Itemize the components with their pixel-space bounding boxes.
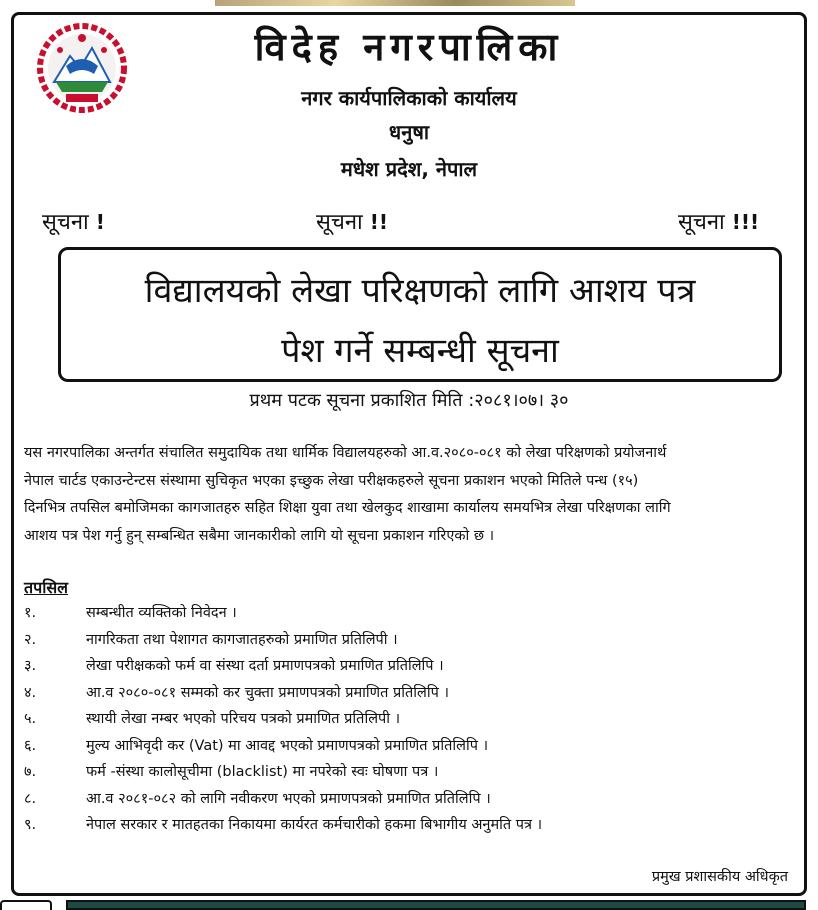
list-item [24,733,784,760]
item-text: आ.व २०८०-०८१ सम्मको कर चुक्ता प्रमाणपत्रको प्रमाणित प्रतिलिपि । [86,684,449,701]
item-text: आ.व २०८१-०८२ को लागि नवीकरण भएको प्रमाणपत्रको प्रमाणित प्रतिलिपि । [86,790,491,807]
list-item [24,653,784,680]
item-number: ९. [24,817,37,833]
list-item [24,786,784,813]
item-number: ८. [24,790,37,807]
body-line: दिनभित्र तपसिल बमोजिमका कागजातहरु सहित शिक्षा युवा तथा खेलकुद शाखामा कार्यालय समयभित्र लेखा परिक्षणका लागि [24,500,671,516]
details-list [24,600,784,839]
notice-label-2 [316,206,388,236]
bottom-strip [0,896,818,910]
item-number: ६. [24,737,37,754]
item-number: ३. [24,658,37,674]
notice-word: सूचना [678,210,725,235]
notice-label-1 [42,206,105,236]
item-text: नेपाल सरकार र मातहतका निकायमा कार्यरत कर्मचारीको हकमा बिभागीय अनुमति पत्र । [86,817,543,833]
item-text: लेखा परीक्षकको फर्म वा संस्था दर्ता प्रमाणपत्रको प्रमाणित प्रतिलिपि । [86,658,444,674]
bottom-box-left [0,900,52,910]
list-item [24,627,784,654]
municipality-name: विदेह नगरपालिका [254,25,564,69]
item-number: २. [24,631,37,648]
item-text: सम्बन्धीत व्यक्तिको निवेदन । [86,605,237,621]
list-item [24,680,784,707]
notice-word: सूचना [42,210,89,235]
notice-marks: ! [95,210,105,234]
item-text: स्थायी लेखा नम्बर भएको परिचय पत्रको प्रमाणित प्रतिलिपी । [86,711,401,727]
notice-label-3 [678,206,759,236]
item-text: मुल्य आभिवृदी कर (Vat) मा आवद्द भएको प्रमाणपत्रको प्रमाणित प्रतिलिपि । [86,737,489,754]
item-number: ५. [24,711,37,727]
item-number: १. [24,605,37,621]
subject-line-1: विद्यालयको लेखा परिक्षणको लागि आशय पत्र [144,271,696,311]
top-photo-strip [0,0,818,8]
item-text: नागरिकता तथा पेशागत कागजातहरुको प्रमाणित प्रतिलिपी । [86,631,398,648]
list-item [24,812,784,839]
subject-line-2: पेश गर्ने सम्बन्धी सूचना [281,331,559,371]
body-paragraph [24,440,794,550]
list-item [24,759,784,786]
signatory-title: प्रमुख प्रशासकीय अधिकृत [651,869,788,885]
district-name: धनुषा [388,120,430,144]
item-number: ४. [24,684,37,701]
notice-word: सूचना [316,210,363,235]
list-item [24,600,784,627]
item-number: ७. [24,764,37,780]
details-heading: तपसिल [24,578,69,597]
notice-marks: !! [369,210,389,234]
body-line: नेपाल चार्टड एकाउन्टेन्टस संस्थामा सुचिकृत भएका इच्छुक लेखा परीक्षकहरुले सूचना प्रकाशन भएको मितिले पन्ध (१५) [24,472,639,489]
province-country: मधेश प्रदेश, नेपाल [340,157,478,181]
cropped-photo [215,0,575,6]
notice-marks: !!! [731,210,760,234]
publication-date: प्रथम पटक सूचना प्रकाशित मिति :२०८१।०७। ३० [249,390,569,411]
bottom-box-right [66,900,806,910]
list-item [24,706,784,733]
subject-box [58,247,782,382]
body-line: यस नगरपालिका अन्तर्गत संचालित समुदायिक तथा धार्मिक विद्यालयहरुको आ.व.२०८०-०८१ को लेखा परिक्षणको प्रयोजनार्थ [24,445,667,461]
item-text: फर्म -संस्था कालोसूचीमा (blacklist) मा नपरेको स्वः घोषणा पत्र । [86,764,439,780]
body-line: आशय पत्र पेश गर्नु हुन् सम्बन्धित सबैमा जानकारीको लागि यो सूचना प्रकाशन गरिएको छ । [24,527,495,544]
office-name: नगर कार्यपालिकाको कार्यालय [301,86,517,110]
